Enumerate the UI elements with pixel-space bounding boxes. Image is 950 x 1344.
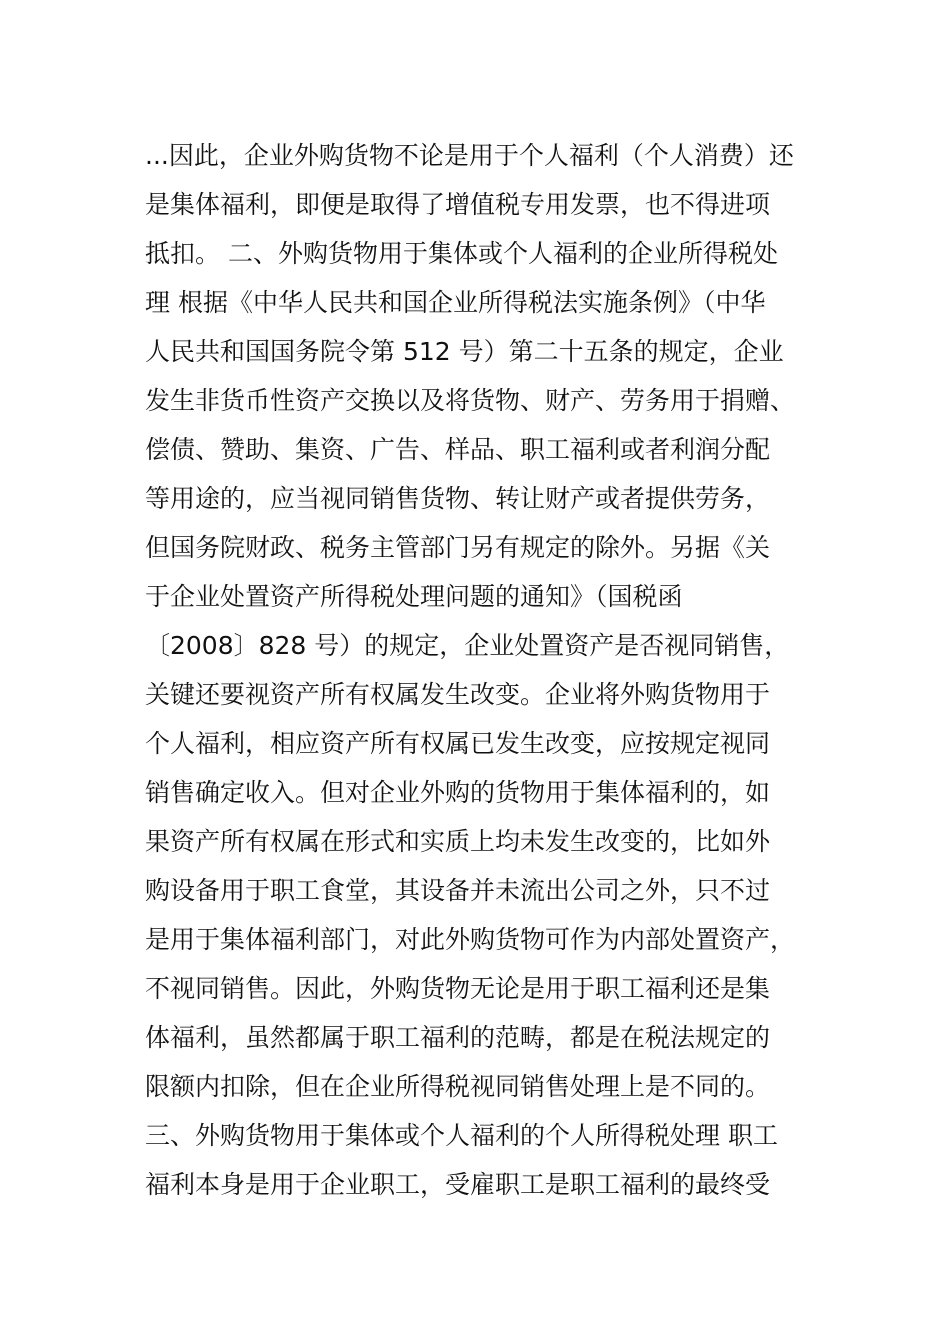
body-text (145, 131, 825, 1209)
text-line: 销售确定收入。但对企业外购的货物用于集体福利的，如 (145, 778, 771, 807)
text-line: 等用途的，应当视同销售货物、转让财产或者提供劳务， (145, 484, 771, 513)
text-line: 体福利，虽然都属于职工福利的范畴，都是在税法规定的 (145, 1023, 771, 1052)
text-line: 于企业处置资产所得税处理问题的通知》（国税函 (145, 582, 683, 611)
text-line: 但国务院财政、税务主管部门另有规定的除外。另据《关 (145, 533, 771, 562)
text-line: 发生非货币性资产交换以及将货物、财产、劳务用于捐赠、 (145, 386, 796, 415)
text-line: 三、外购货物用于集体或个人福利的个人所得税处理 职工 (145, 1121, 778, 1150)
text-line: 人民共和国国务院令第 512 号）第二十五条的规定，企业 (145, 337, 784, 366)
text-line: 不视同销售。因此，外购货物无论是用于职工福利还是集 (145, 974, 771, 1003)
text-line: ...因此，企业外购货物不论是用于个人福利（个人消费）还 (145, 141, 794, 170)
text-line: 是用于集体福利部门，对此外购货物可作为内部处置资产， (145, 925, 796, 954)
text-line: 抵扣。 二、外购货物用于集体或个人福利的企业所得税处 (145, 239, 778, 268)
text-line: 偿债、赞助、集资、广告、样品、职工福利或者利润分配 (145, 435, 771, 464)
text-line: 购设备用于职工食堂，其设备并未流出公司之外，只不过 (145, 876, 771, 905)
text-line: 福利本身是用于企业职工，受雇职工是职工福利的最终受 (145, 1170, 771, 1199)
text-line: 个人福利，相应资产所有权属已发生改变，应按规定视同 (145, 729, 771, 758)
text-line: 〔2008〕828 号）的规定，企业处置资产是否视同销售， (145, 631, 790, 660)
text-line: 理 根据《中华人民共和国企业所得税法实施条例》（中华 (145, 288, 766, 317)
text-line: 是集体福利，即便是取得了增值税专用发票，也不得进项 (145, 190, 771, 219)
text-line: 限额内扣除，但在企业所得税视同销售处理上是不同的。 (145, 1072, 771, 1101)
text-line: 关键还要视资产所有权属发生改变。企业将外购货物用于 (145, 680, 771, 709)
text-line: 果资产所有权属在形式和实质上均未发生改变的，比如外 (145, 827, 771, 856)
